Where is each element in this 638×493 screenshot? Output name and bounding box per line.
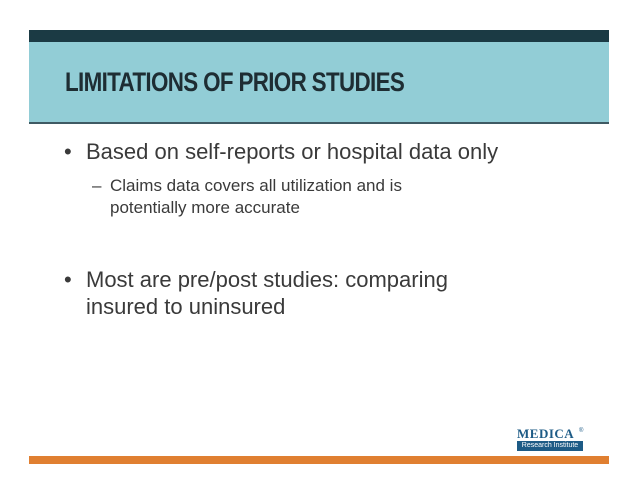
slide-title: LIMITATIONS OF PRIOR STUDIES — [65, 67, 405, 97]
medica-logo — [517, 426, 587, 452]
bullet-text-continued: insured to uninsured — [86, 294, 286, 319]
sub-bullet-marker: – — [92, 176, 102, 195]
logo-subtitle: Research Institute — [517, 441, 583, 451]
sub-bullet-text: Claims data covers all utilization and is — [110, 176, 402, 195]
footer-accent-bar — [29, 456, 609, 464]
logo-registered-mark: ® — [579, 428, 584, 434]
sub-bullet-text-continued: potentially more accurate — [110, 198, 300, 217]
bullet-text: Based on self-reports or hospital data only — [86, 139, 499, 164]
bullet-marker: • — [64, 267, 72, 292]
bullet-item — [64, 266, 534, 320]
sub-bullet-item — [92, 175, 402, 219]
bullet-item — [64, 138, 498, 165]
logo-wordmark: MEDICA — [517, 426, 575, 441]
bullet-text: Most are pre/post studies: comparing — [86, 267, 448, 292]
bullet-marker: • — [64, 139, 72, 164]
